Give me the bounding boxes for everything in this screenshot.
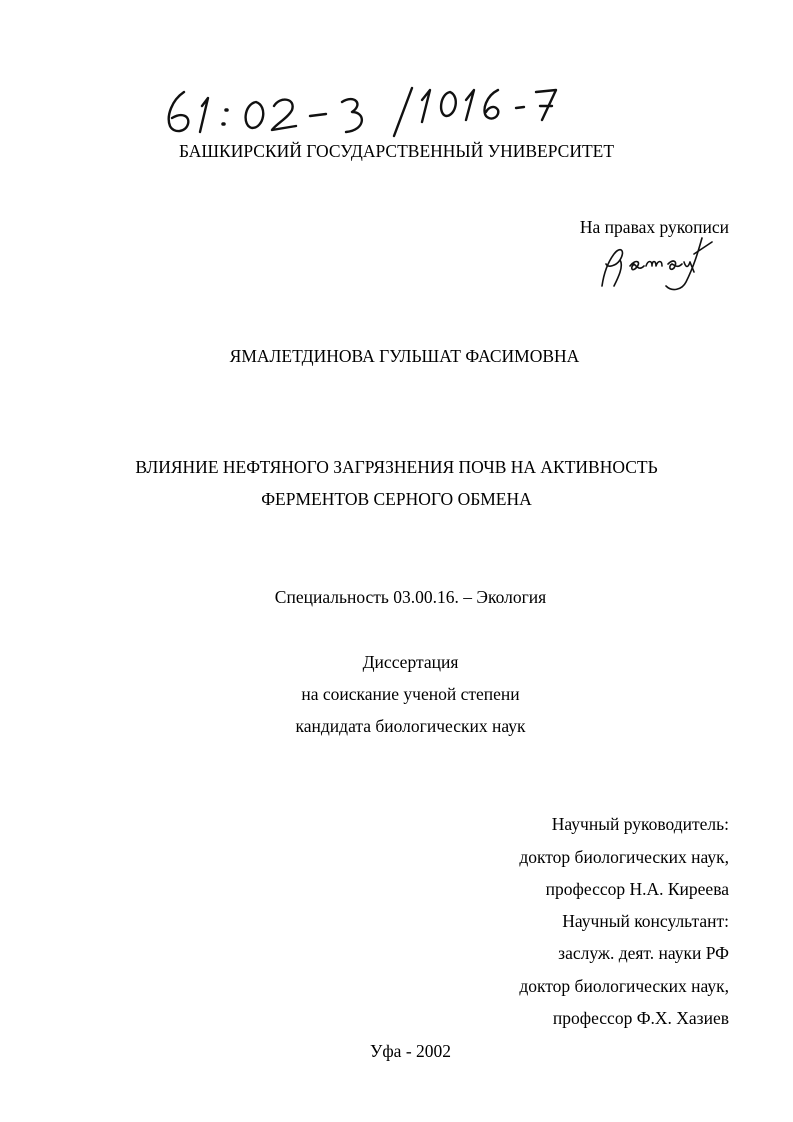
consultant-name: профессор Ф.Х. Хазиев xyxy=(552,1008,729,1028)
handwritten-shelfmark xyxy=(160,80,580,140)
university-name: БАШКИРСКИЙ ГОСУДАРСТВЕННЫЙ УНИВЕРСИТЕТ xyxy=(178,141,615,161)
thesis-title-line-2: ФЕРМЕНТОВ СЕРНОГО ОБМЕНА xyxy=(261,489,532,509)
thesis-title-line-1: ВЛИЯНИЕ НЕФТЯНОГО ЗАГРЯЗНЕНИЯ ПОЧВ НА АКТИВНОСТЬ xyxy=(135,457,658,477)
manuscript-rights-note: На правах рукописи xyxy=(579,217,729,237)
consultant-heading: Научный консультант: xyxy=(562,911,729,931)
consultant-honor: заслуж. деят. науки РФ xyxy=(558,943,729,963)
specialty: Специальность 03.00.16. – Экология xyxy=(274,587,547,607)
thesis-type: Диссертация xyxy=(362,652,459,672)
thesis-purpose: на соискание ученой степени xyxy=(301,684,520,704)
advisor-heading: Научный руководитель: xyxy=(551,814,729,834)
author-signature xyxy=(590,232,720,296)
advisor-name: профессор Н.А. Киреева xyxy=(545,879,729,899)
thesis-degree: кандидата биологических наук xyxy=(295,716,526,736)
city-year: Уфа - 2002 xyxy=(369,1041,452,1061)
author-name: ЯМАЛЕТДИНОВА ГУЛЬШАТ ФАСИМОВНА xyxy=(229,346,580,366)
advisor-degree: доктор биологических наук, xyxy=(519,847,729,867)
consultant-degree: доктор биологических наук, xyxy=(519,976,729,996)
